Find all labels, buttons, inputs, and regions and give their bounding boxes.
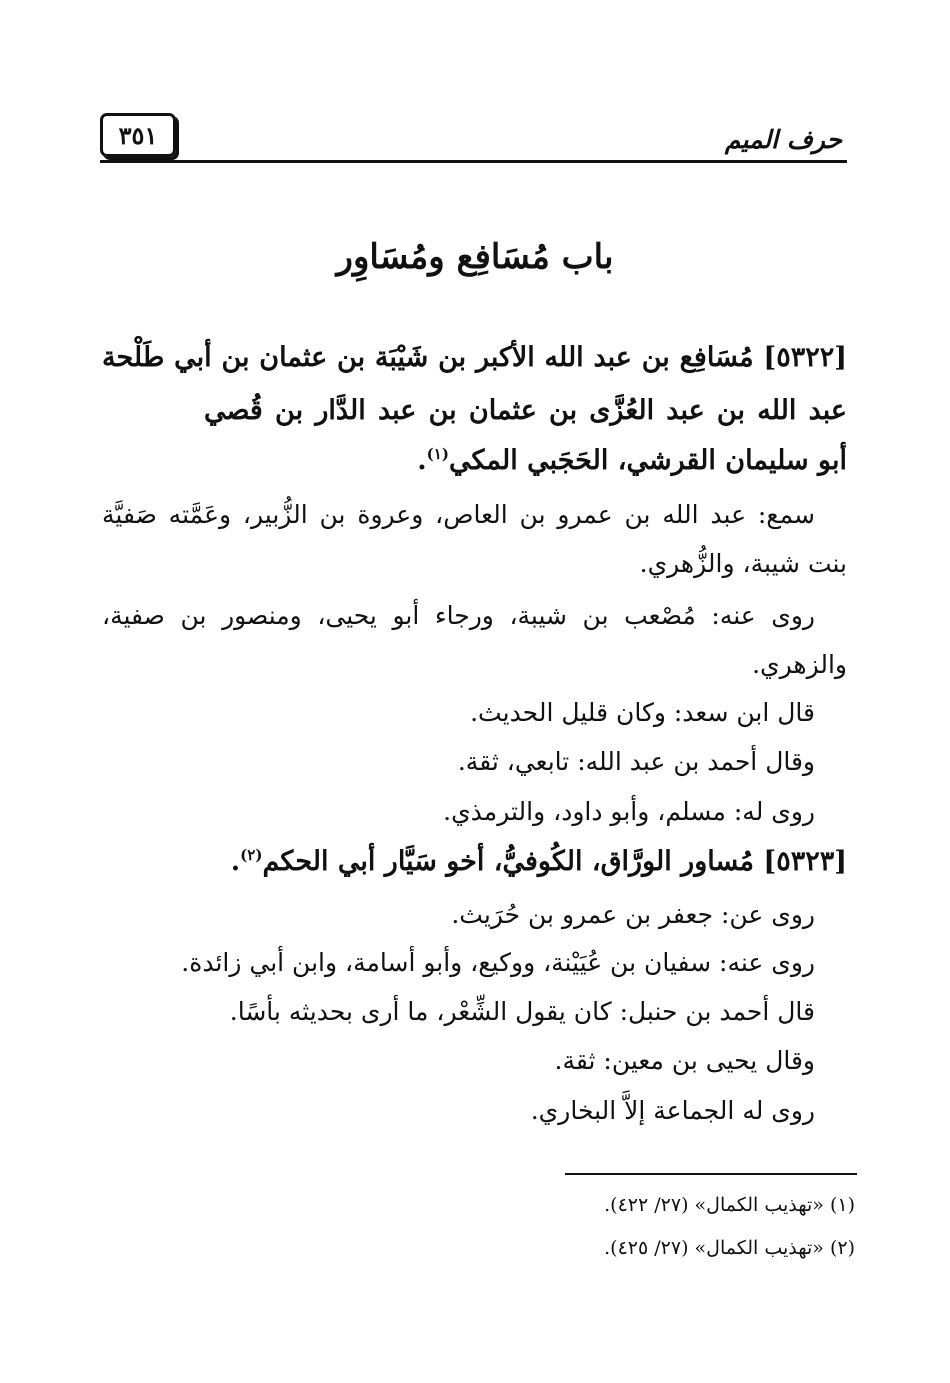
entry-5322-ibn-saad: قال ابن سعد: وكان قليل الحديث. — [470, 698, 815, 727]
entry-5322-sami-line-1: سمع: عبد الله بن عمرو بن العاص، وعروة بن الزُّبير، وعَمَّته صَفيَّة — [102, 500, 815, 529]
footnote-ref: (١) — [426, 445, 449, 463]
footnote-1: (١) «تهذيب الكمال» (٢٧/ ٤٢٢). — [604, 1194, 855, 1216]
entry-5322-heading-line-1 — [102, 342, 847, 373]
entry-5322-ahmad: وقال أحمد بن عبد الله: تابعي، ثقة. — [457, 747, 815, 776]
chapter-title: باب مُسَافِع ومُسَاوِر — [336, 237, 614, 277]
heading-period: . — [417, 445, 427, 476]
heading-period: . — [230, 846, 241, 877]
entry-heading-text: مُسَافِع بن عبد الله الأكبر بن شَيْبَة بن عثمان بن أبي طَلْحة — [102, 342, 754, 373]
footnote-2: (٢) «تهذيب الكمال» (٢٧/ ٤٢٥). — [604, 1237, 855, 1259]
entry-5323-heading — [231, 846, 847, 877]
entry-5323-rawa-lahu: روى له الجماعة إلاَّ البخاري. — [530, 1096, 815, 1125]
header-rule — [100, 160, 847, 163]
entry-5322-heading-line-2: عبد الله بن عبد العُزَّى بن عثمان بن عبد الدَّار بن قُصي — [204, 395, 847, 426]
entry-5322-sami-line-2: بنت شيبة، والزُّهري. — [639, 549, 847, 578]
entry-number: [٥٣٢٢] — [763, 342, 847, 373]
running-title: حرف الميم — [724, 125, 842, 154]
entry-heading-text: أبو سليمان القرشي، الحَجَبي المكي — [448, 445, 847, 476]
entry-number: [٥٣٢٣] — [763, 846, 847, 877]
entry-5322-rawa-anhu-line-2: والزهري. — [752, 650, 847, 679]
footnote-rule — [565, 1173, 857, 1175]
entry-5322-heading-line-3 — [417, 445, 847, 476]
entry-5323-ahmad-hanbal: قال أحمد بن حنبل: كان يقول الشِّعْر، ما أرى بحديثه بأسًا. — [229, 997, 815, 1026]
entry-5322-rawa-lahu: روى له: مسلم، وأبو داود، والترمذي. — [443, 797, 815, 826]
entry-5322-rawa-anhu-line-1: روى عنه: مُصْعب بن شيبة، ورجاء أبو يحيى، ومنصور بن صفية، — [102, 601, 815, 630]
page-number: ٣٥١ — [118, 120, 158, 150]
entry-5323-rawa-anhu: روى عنه: سفيان بن عُيَيْنة، ووكيع، وأبو أسامة، وابن أبي زائدة. — [181, 948, 815, 977]
page-number-box — [100, 113, 176, 157]
footnote-ref: (٢) — [240, 846, 263, 864]
entry-5323-rawa-an: روى عن: جعفر بن عمرو بن حُرَيث. — [451, 900, 815, 929]
entry-5323-yahya: وقال يحيى بن معين: ثقة. — [554, 1046, 815, 1075]
entry-heading-text: مُساور الورَّاق، الكُوفيُّ، أخو سَيَّار أبي الحكم — [262, 846, 755, 877]
